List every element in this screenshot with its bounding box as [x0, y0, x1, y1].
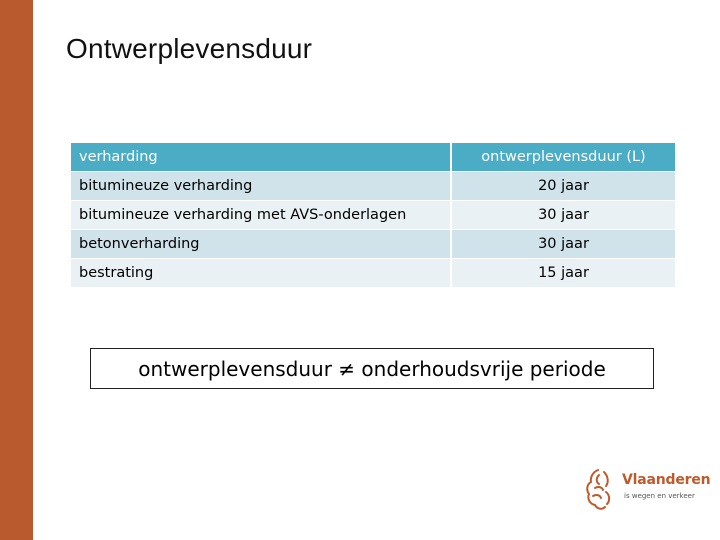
table-row	[71, 230, 675, 259]
row-lifespan-cell: 15 jaar	[450, 259, 675, 288]
lifespan-table	[71, 143, 675, 288]
side-accent-bar	[0, 0, 33, 540]
table-header-row	[71, 143, 675, 172]
row-lifespan-cell: 30 jaar	[450, 230, 675, 259]
row-verharding-cell: betonverharding	[71, 230, 450, 259]
header-verharding: verharding	[71, 143, 450, 172]
callout-box	[90, 348, 654, 389]
logo-subtitle: is wegen en verkeer	[624, 492, 695, 500]
lion-emblem-icon	[584, 466, 614, 512]
row-lifespan-cell: 30 jaar	[450, 201, 675, 230]
table-row	[71, 259, 675, 288]
row-verharding-cell: bitumineuze verharding	[71, 172, 450, 201]
row-verharding-cell: bestrating	[71, 259, 450, 288]
vlaanderen-logo	[584, 464, 711, 514]
header-ontwerplevensduur: ontwerplevensduur (L)	[450, 143, 675, 172]
table-row	[71, 172, 675, 201]
row-verharding-cell: bitumineuze verharding met AVS-onderlagen	[71, 201, 450, 230]
callout-text: ontwerplevensduur ≠ onderhoudsvrije periode	[138, 356, 606, 381]
row-lifespan-cell: 20 jaar	[450, 172, 675, 201]
table-row	[71, 201, 675, 230]
slide-title: Ontwerplevensduur	[66, 33, 313, 64]
logo-name: Vlaanderen	[622, 472, 711, 488]
